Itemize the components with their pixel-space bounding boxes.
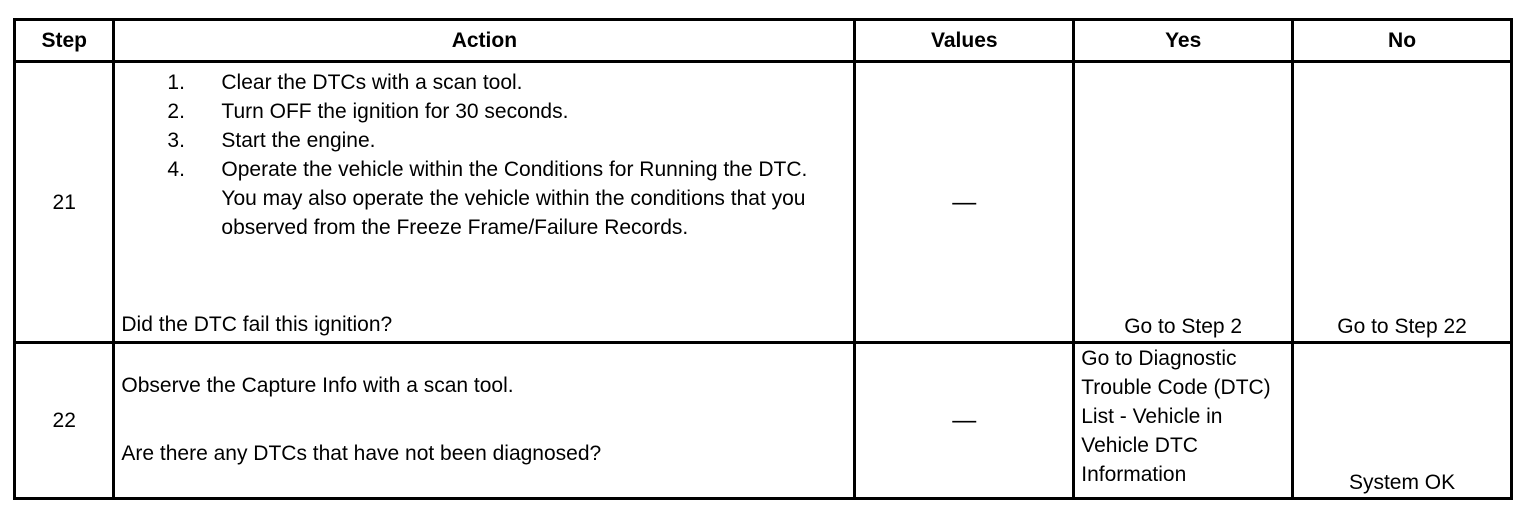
header-no: No	[1293, 20, 1512, 62]
step-number: 22	[15, 343, 114, 499]
list-item-number: 1.	[167, 71, 185, 94]
step-number: 21	[15, 62, 114, 343]
header-row	[15, 20, 1512, 62]
header-yes: Yes	[1074, 20, 1293, 62]
yes-cell	[1074, 343, 1293, 499]
table-row	[15, 343, 1512, 499]
list-item-text: Clear the DTCs with a scan tool.	[221, 71, 523, 94]
action-question: Did the DTC fail this ignition?	[121, 313, 393, 336]
header-step: Step	[15, 20, 114, 62]
list-item	[167, 97, 827, 126]
list-item-number: 4.	[167, 158, 185, 181]
action-cell	[114, 343, 855, 499]
list-item-text: Start the engine.	[221, 129, 376, 152]
diagnostic-table	[13, 18, 1513, 500]
list-item-text: Turn OFF the ignition for 30 seconds.	[221, 100, 569, 123]
values-cell: —	[855, 343, 1074, 499]
action-text: Observe the Capture Info with a scan tool.	[121, 374, 514, 397]
values-cell: —	[855, 62, 1074, 343]
header-values: Values	[855, 20, 1074, 62]
no-cell: Go to Step 22	[1293, 62, 1512, 343]
action-question: Are there any DTCs that have not been diagnosed?	[121, 442, 602, 465]
header-action: Action	[114, 20, 855, 62]
list-item	[167, 126, 827, 155]
yes-cell-text: Go to Diagnostic Trouble Code (DTC) List - Vehicle in Vehicle DTC Information	[1081, 347, 1271, 486]
table-row	[15, 62, 1512, 343]
list-item-number: 2.	[167, 100, 185, 123]
list-item-text: Operate the vehicle within the Conditions for Running the DTC. You may also operate the vehicle within the conditions that you observed from the Freeze Frame/Failure Records.	[221, 158, 808, 239]
action-cell	[114, 62, 855, 343]
list-item	[167, 68, 827, 97]
action-steps-list	[167, 68, 827, 242]
yes-cell: Go to Step 2	[1074, 62, 1293, 343]
no-cell: System OK	[1293, 343, 1512, 499]
list-item	[167, 155, 827, 242]
list-item-number: 3.	[167, 129, 185, 152]
